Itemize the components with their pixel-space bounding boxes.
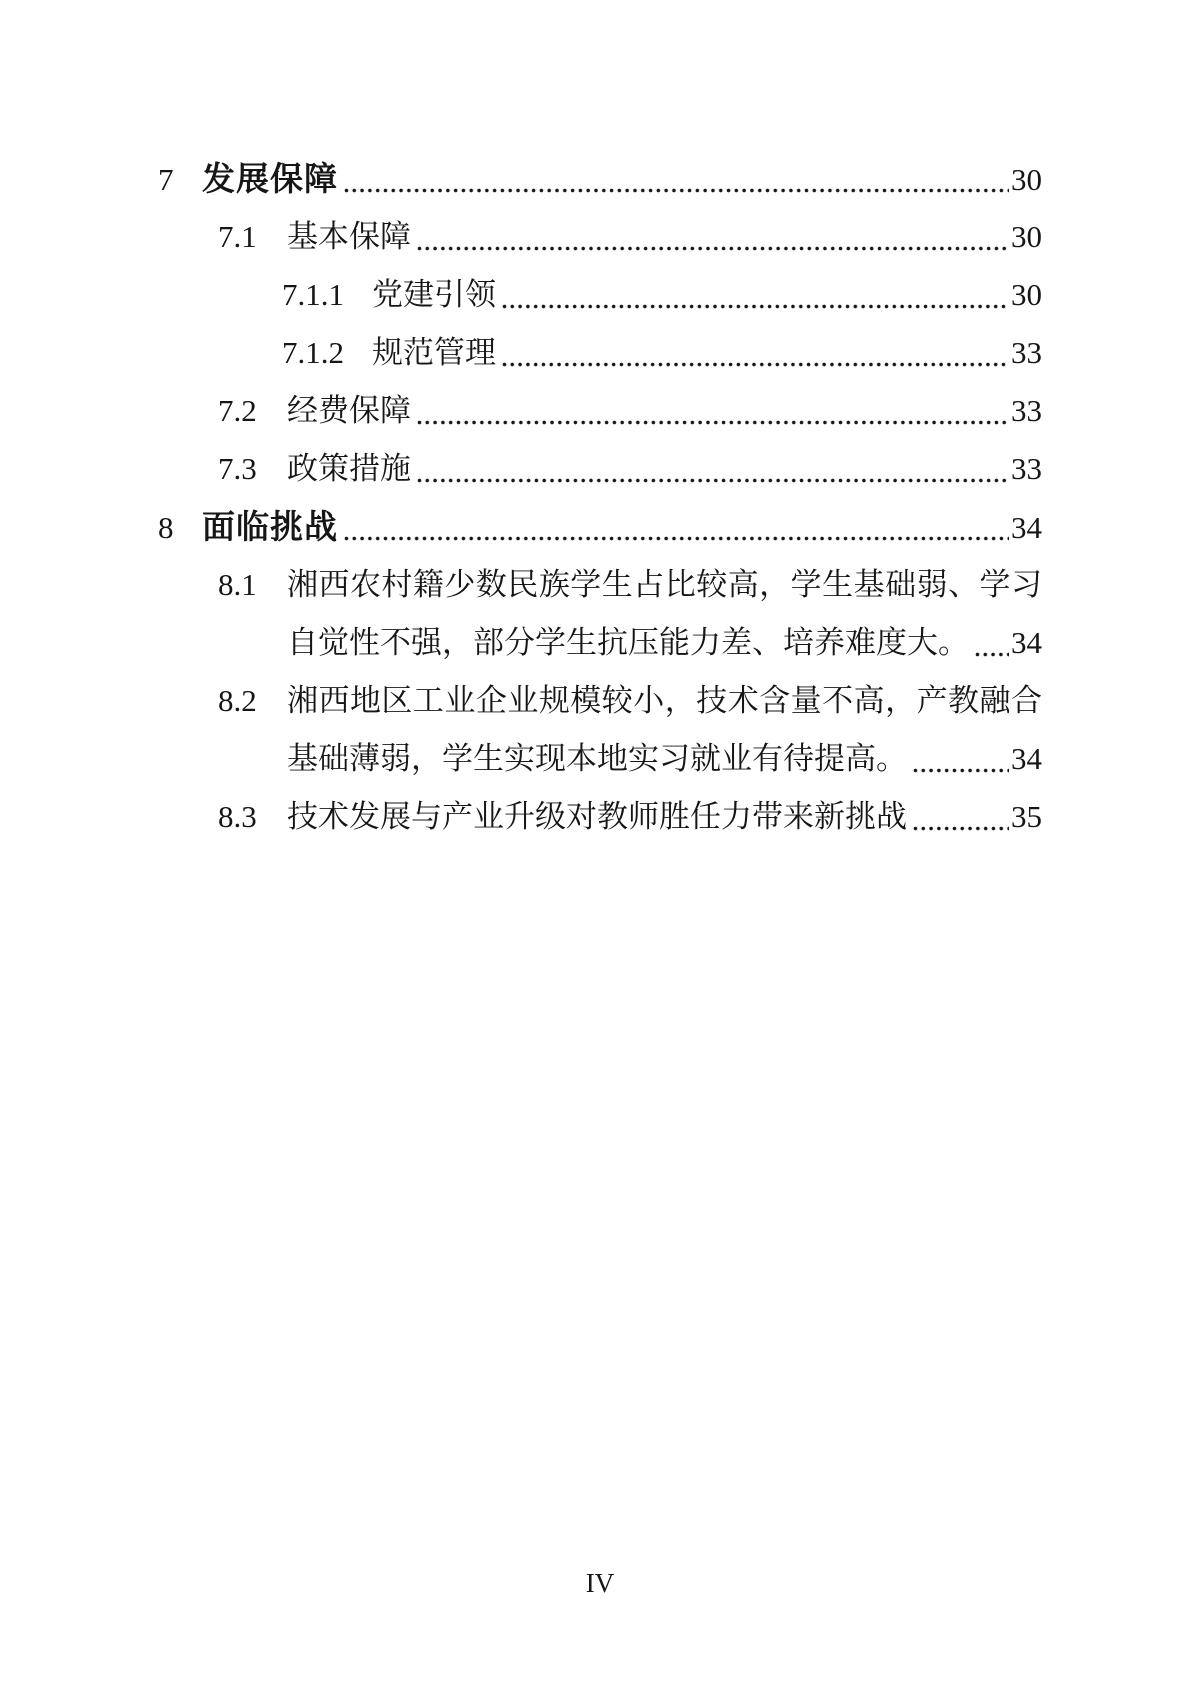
toc-entry[interactable] — [158, 498, 1042, 556]
dot-leader — [502, 362, 1009, 367]
dot-leader — [913, 768, 1009, 773]
toc-entry-title: 湘西农村籍少数民族学生占比较高，学生基础弱、学习 — [287, 567, 1042, 602]
toc-entry-continuation[interactable] — [158, 614, 1042, 672]
dot-leader — [417, 420, 1009, 425]
dot-leader — [417, 246, 1009, 251]
dot-leader — [417, 478, 1009, 483]
toc-entry-number: 7.2 — [218, 393, 257, 428]
toc-page-number: 30 — [1011, 219, 1042, 254]
toc-entry-title: 经费保障 — [287, 393, 411, 428]
toc-entry-title: 基础薄弱，学生实现本地实习就业有待提高。 — [287, 741, 907, 776]
toc-entry-number: 8 — [158, 510, 174, 545]
toc-entry-title: 基本保障 — [287, 219, 411, 254]
toc-entry-number: 8.1 — [218, 567, 257, 602]
toc-page-number: 34 — [1011, 510, 1042, 545]
toc-entry-title: 规范管理 — [372, 335, 496, 370]
toc-entry-title: 面临挑战 — [202, 508, 338, 545]
toc-page-number: 35 — [1011, 799, 1042, 834]
toc-entry-title: 技术发展与产业升级对教师胜任力带来新挑战 — [287, 799, 907, 834]
toc-entry[interactable] — [158, 324, 1042, 382]
toc-entry[interactable] — [158, 208, 1042, 266]
toc-page-number: 33 — [1011, 451, 1042, 486]
toc-entry-number: 8.2 — [218, 683, 257, 718]
toc-entry[interactable] — [158, 788, 1042, 846]
toc-entry-number: 7.1.2 — [282, 335, 344, 370]
table-of-contents — [158, 150, 1042, 846]
toc-page-number: 30 — [1011, 277, 1042, 312]
toc-entry[interactable] — [158, 672, 1042, 730]
toc-entry-title: 发展保障 — [202, 160, 338, 197]
page-number-label: IV — [585, 1568, 615, 1598]
toc-entry-title: 政策措施 — [287, 451, 411, 486]
toc-page-number: 33 — [1011, 393, 1042, 428]
toc-entry-title: 湘西地区工业企业规模较小，技术含量不高，产教融合 — [287, 683, 1042, 718]
toc-entry[interactable] — [158, 382, 1042, 440]
toc-entry-continuation[interactable] — [158, 730, 1042, 788]
dot-leader — [913, 826, 1009, 831]
toc-entry-number: 7.1.1 — [282, 277, 344, 312]
toc-entry-number: 7.3 — [218, 451, 257, 486]
toc-entry-number: 7.1 — [218, 219, 257, 254]
toc-page-number: 34 — [1011, 625, 1042, 660]
dot-leader — [975, 652, 1009, 657]
toc-page-number: 34 — [1011, 741, 1042, 776]
toc-page-number: 33 — [1011, 335, 1042, 370]
toc-entry[interactable] — [158, 150, 1042, 208]
toc-entry-number: 7 — [158, 162, 174, 197]
toc-entry-title: 自觉性不强，部分学生抗压能力差、培养难度大。 — [287, 625, 969, 660]
dot-leader — [344, 188, 1009, 193]
toc-entry[interactable] — [158, 440, 1042, 498]
page-footer — [0, 1569, 1200, 1597]
dot-leader — [502, 304, 1009, 309]
toc-entry[interactable] — [158, 266, 1042, 324]
dot-leader — [344, 536, 1009, 541]
toc-entry-title: 党建引领 — [372, 277, 496, 312]
toc-entry[interactable] — [158, 556, 1042, 614]
toc-entry-number: 8.3 — [218, 799, 257, 834]
toc-page-number: 30 — [1011, 162, 1042, 197]
